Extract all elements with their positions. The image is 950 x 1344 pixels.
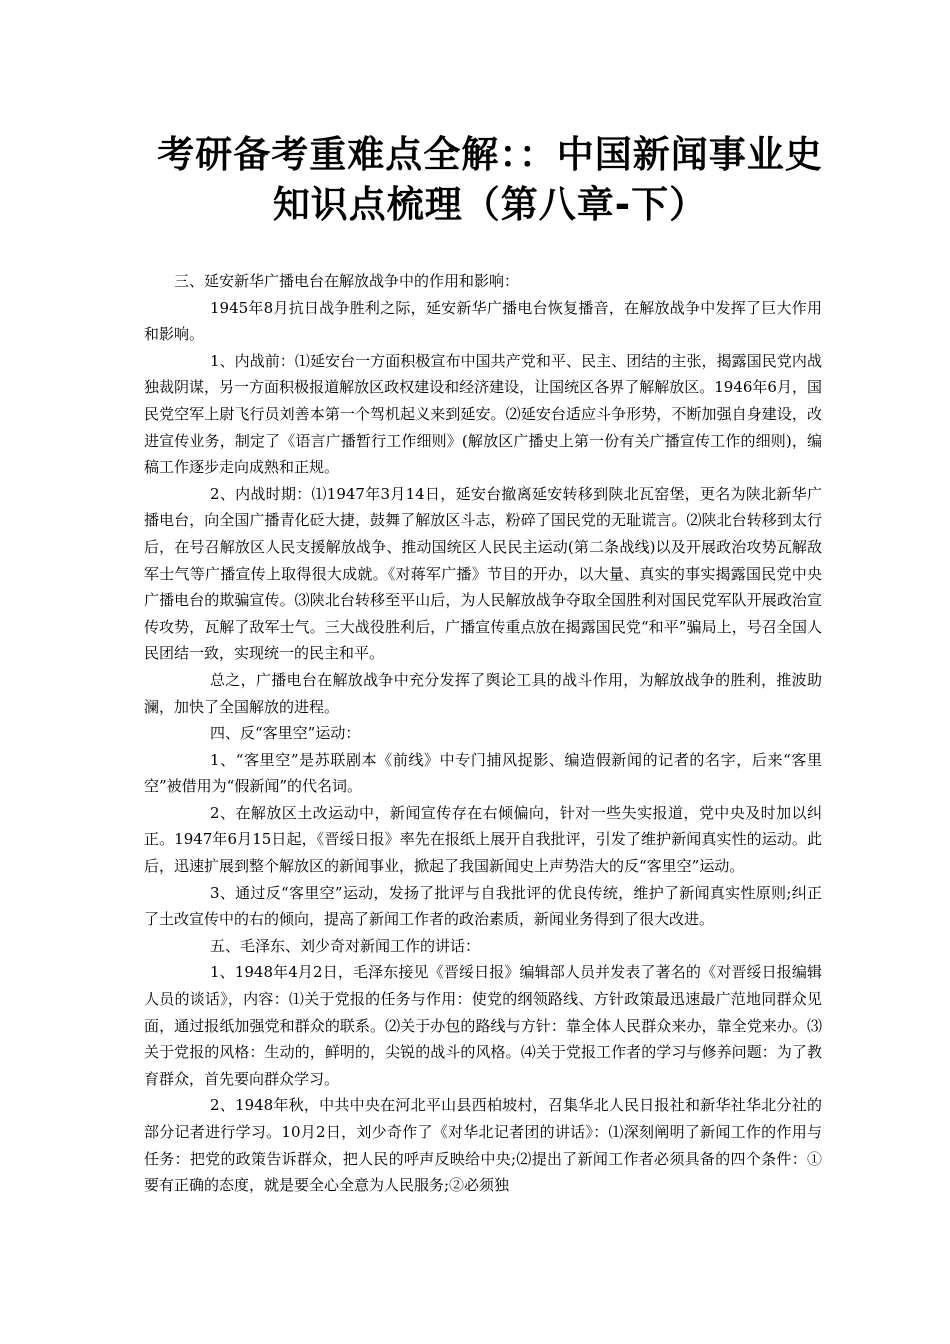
section-heading: 四、反“客里空”运动： bbox=[210, 724, 361, 743]
body-paragraph: 1、“客里空”是苏联剧本《前线》中专门捕风捉影、编造假新闻的记者的名字，后来“客里空”被借用为“假新闻”的代名词。 bbox=[144, 750, 822, 796]
section-heading: 三、延安新华广播电台在解放战争中的作用和影响： bbox=[174, 272, 520, 290]
body-paragraph: 1、1948年4月2日，毛泽东接见《晋绥日报》编辑部人员并发表了著名的《对晋绥日报编辑人员的谈话》，内容：⑴关于党报的任务与作用：使党的纲领路线、方针政策最迅速最广范地同群众见面，通过报纸加强党和群众的联系。⑵关于办包的路线与方针：靠全体人民群众来办，靠全党来办。⑶关于党报的风格：生动的，鲜明的，尖锐的战斗的风格。⑷关于党报工作者的学习与修养问题：为了教育群众，首先要向群众学习。 bbox=[144, 963, 822, 1088]
body-paragraph: 3、通过反“客里空”运动，发扬了批评与自我批评的优良传统，维护了新闻真实性原则;纠正了土改宣传中的右的倾向，提高了新闻工作者的政治素质，新闻业务得到了很大改进。 bbox=[144, 883, 822, 929]
document-body bbox=[144, 268, 822, 1199]
body-paragraph: 2、在解放区土改运动中，新闻宣传存在右倾偏向，针对一些失实报道，党中央及时加以纠正。1947年6月15日起，《晋绥日报》率先在报纸上展开自我批评，引发了维护新闻真实性的运动。此后，迅速扩展到整个解放区的新闻事业，掀起了我国新闻史上声势浩大的反“客里空”运动。 bbox=[144, 803, 822, 876]
section-heading: 五、毛泽东、刘少奇对新闻工作的讲话： bbox=[210, 936, 481, 955]
body-paragraph: 2、1948年秋，中共中央在河北平山县西柏坡村，召集华北人民日报社和新华社华北分社的部分记者进行学习。10月2日，刘少奇作了《对华北记者团的讲话》：⑴深刻阐明了新闻工作的作用与任务：把党的政策告诉群众，把人民的呼声反映给中央;⑵提出了新闻工作者必须具备的四个条件：①要有正确的态度，就是要全心全意为人民服务;②必须独 bbox=[144, 1096, 822, 1195]
body-paragraph: 1945年8月抗日战争胜利之际，延安新华广播电台恢复播音，在解放战争中发挥了巨大作用和影响。 bbox=[144, 298, 822, 344]
body-paragraph: 2、内战时期：⑴1947年3月14日，延安台撤离延安转移到陕北瓦窑堡，更名为陕北新华广播电台，向全国广播青化砭大捷，鼓舞了解放区斗志，粉碎了国民党的无耻谎言。⑵陕北台转移到太行后，在号召解放区人民支援解放战争、推动国统区人民民主运动(第二条战线)以及开展政治攻势瓦解敌军士气等广播宣传上取得很大成就。《对蒋军广播》节目的开办，以大量、真实的事实揭露国民党中央广播电台的欺骗宣传。⑶陕北台转移至平山后，为人民解放战争夺取全国胜利对国民党军队开展政治宣传攻势，瓦解了敌军士气。三大战役胜利后，广播宣传重点放在揭露国民党“和平”骗局上，号召全国人民团结一致，实现统一的民主和平。 bbox=[144, 484, 822, 663]
body-paragraph: 1、内战前：⑴延安台一方面积极宣布中国共产党和平、民主、团结的主张，揭露国民党内战独裁阴谋，另一方面积极报道解放区政权建设和经济建设，让国统区各界了解解放区。1946年6月，国民党空军上尉飞行员刘善本第一个驾机起义来到延安。⑵延安台适应斗争形势，不断加强自身建设，改进宣传业务，制定了《语言广播暂行工作细则》(解放区广播史上第一份有关广播宣传工作的细则)，编稿工作逐步走向成熟和正规。 bbox=[144, 351, 822, 477]
body-paragraph: 总之，广播电台在解放战争中充分发挥了舆论工具的战斗作用，为解放战争的胜利，推波助澜，加快了全国解放的进程。 bbox=[144, 670, 822, 716]
document-title: 考研备考重难点全解：：中国新闻事业史知识点梳理（第八章-下） bbox=[157, 133, 823, 226]
